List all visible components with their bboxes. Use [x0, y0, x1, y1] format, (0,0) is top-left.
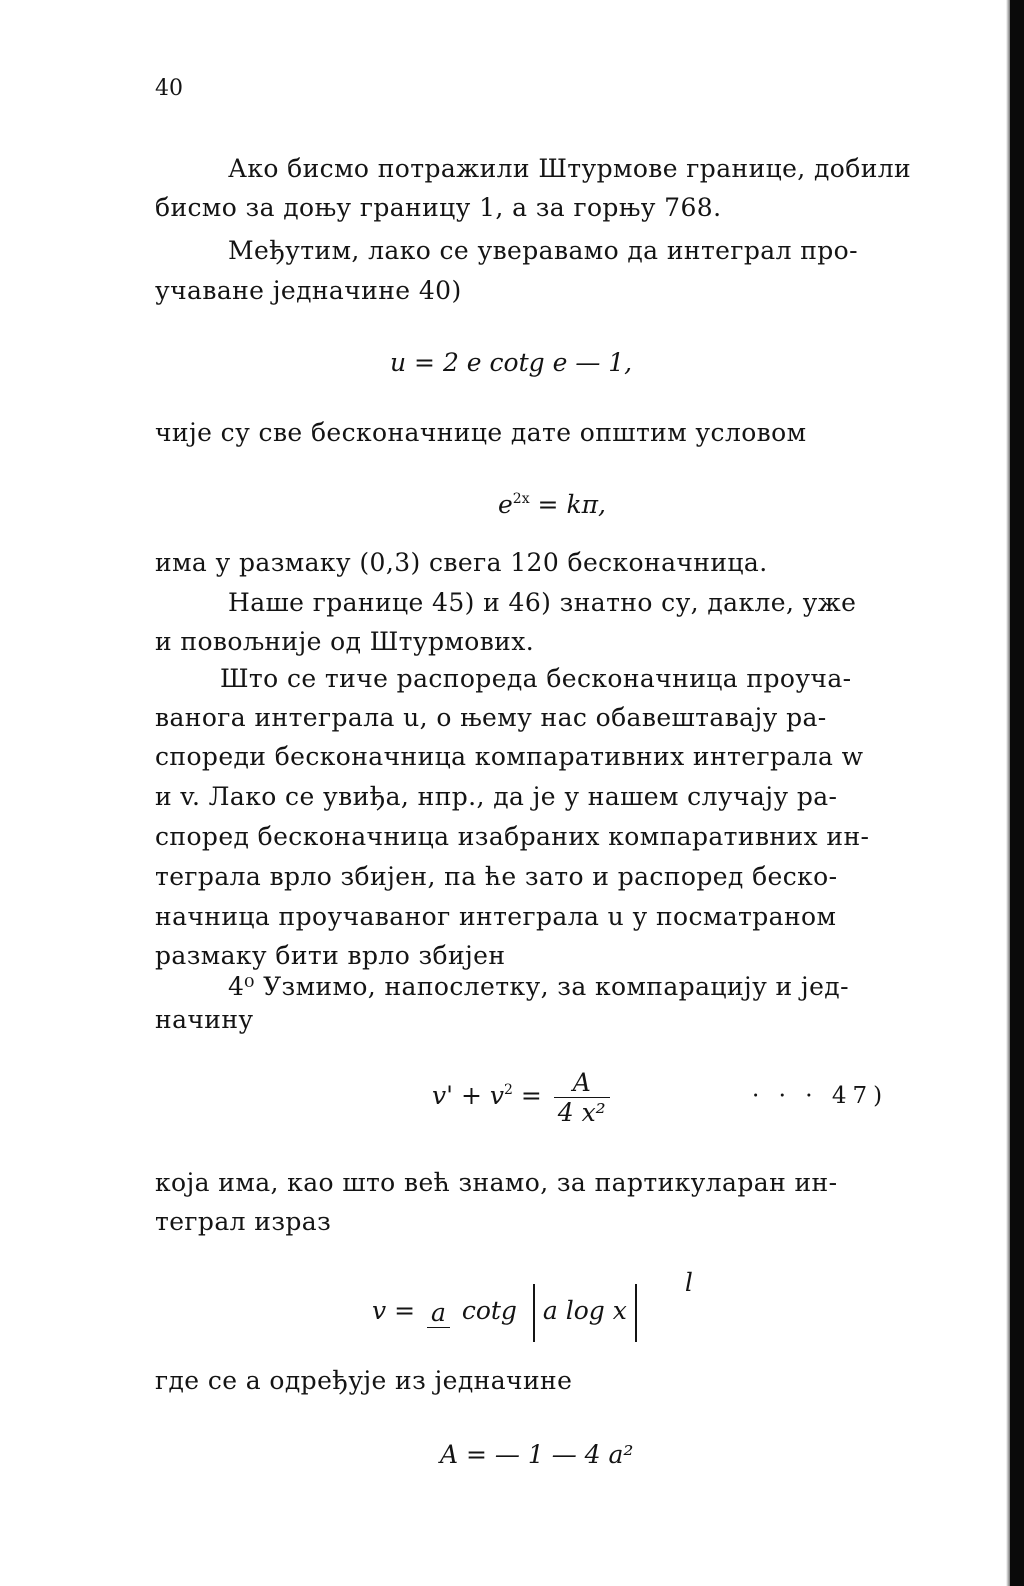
equation-condition: [498, 490, 606, 519]
scan-edge-shadow: [1010, 0, 1024, 1586]
abs-bar-left: [533, 1284, 535, 1342]
page-number: 40: [155, 76, 183, 101]
eq-square: 2: [503, 1082, 513, 1098]
eq-left: v =: [372, 1296, 423, 1325]
eq-numerator: A: [572, 1068, 591, 1097]
text-line: ванога интеграла u, о њему нас обавештавају ра-: [155, 703, 827, 732]
text-line: чије су све бесконачнице дате општим условом: [155, 418, 807, 447]
text-line: која има, као што већ знамо, за партикуларан ин-: [155, 1168, 838, 1197]
eq-numerator: a: [430, 1297, 446, 1327]
text-line: Међутим, лако се уверавамо да интеграл про-: [228, 236, 858, 265]
equation-number: · · · 47): [752, 1083, 889, 1109]
text-line: теграл израз: [155, 1207, 332, 1236]
text-line: начину: [155, 1005, 254, 1034]
eq-rest: = kπ,: [529, 490, 606, 519]
text-line: 4⁰ Узмимо, напослетку, за компарацију и јед-: [228, 972, 849, 1001]
equation-a: A = — 1 — 4 a²: [440, 1440, 634, 1469]
text-line: начница проучаваног интеграла u у посматраном: [155, 902, 837, 931]
eq-cotg: cotg: [453, 1296, 525, 1325]
text-line: теграла врло збијен, па ће зато и распоред беско-: [155, 862, 838, 891]
text-line: и v. Лако се увиђа, нпр., да је у нашем случају ра-: [155, 782, 838, 811]
eq-equals: =: [512, 1081, 550, 1110]
eq-left: v' + v: [432, 1081, 504, 1110]
text-line: Ако бисмо потражили Штурмове границе, добили: [228, 154, 912, 183]
eq-inner: a log x: [542, 1296, 627, 1325]
eq-exponent: 2x: [512, 491, 530, 507]
text-line: според бесконачница изабраних компаративних ин-: [155, 822, 870, 851]
eq-fraction: [554, 1068, 610, 1127]
equation-47: [432, 1068, 614, 1127]
eq-denominator: [427, 1327, 450, 1328]
eq-base: e: [498, 490, 513, 519]
text-line: размаку бити врло збијен: [155, 941, 506, 970]
text-line: спореди бесконачница компаративних интеграла w: [155, 742, 864, 771]
eq-exponent: l: [684, 1268, 693, 1297]
text-line: бисмо за доњу границу 1, а за горњу 768.: [155, 193, 722, 222]
text-line: где се a одређује из једначине: [155, 1366, 573, 1395]
equation-u: u = 2 e cotg e — 1,: [390, 348, 633, 377]
abs-bar-right: [635, 1284, 637, 1342]
text-line: и повољније од Штурмових.: [155, 627, 535, 656]
eq-denominator: 4 x²: [554, 1097, 610, 1127]
text-line: има у размаку (0,3) свега 120 бесконачница.: [155, 548, 768, 577]
text-line: Наше границе 45) и 46) знатно су, дакле, уже: [228, 588, 857, 617]
text-line: Што се тиче распореда бесконачница проуча-: [220, 664, 852, 693]
text-line: учаване једначине 40): [155, 276, 462, 305]
equation-v: [372, 1268, 693, 1342]
eq-fraction: [427, 1298, 450, 1328]
